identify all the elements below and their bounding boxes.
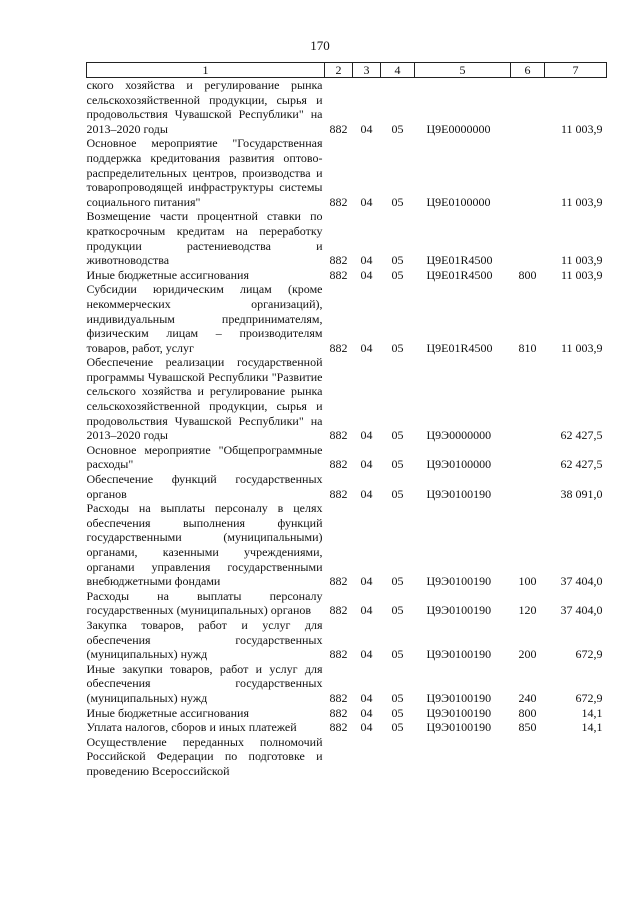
table-row xyxy=(87,589,607,618)
row-subsection-cell xyxy=(381,735,415,779)
row-section-cell: 04 xyxy=(360,457,373,472)
row-amount-cell: 62 427,5 xyxy=(560,428,603,443)
column-header-amount: 7 xyxy=(545,63,607,78)
row-target-article-cell: Ц9Э0000000 xyxy=(426,428,492,443)
row-section-cell: 04 xyxy=(360,574,373,589)
column-header-row xyxy=(87,63,607,78)
page-number: 170 xyxy=(310,38,330,53)
row-amount-cell: 11 003,9 xyxy=(560,121,603,136)
row-expense-type-cell: 100 xyxy=(518,574,537,589)
row-subsection-cell: 05 xyxy=(391,340,404,355)
row-amount-cell: 672,9 xyxy=(575,647,603,662)
row-name-cell: Основное мероприятие "Государственная поддержка кредитования развития оптово-распределительных центров, производства и товаропроводящей инфраструктуры системы социального питания" xyxy=(86,136,323,209)
row-amount-cell: 14,1 xyxy=(581,705,603,720)
table-row xyxy=(87,443,607,472)
row-expense-type-cell xyxy=(511,735,545,779)
row-admin-cell: 882 xyxy=(329,647,348,662)
row-target-article-cell: Ц9Э0100190 xyxy=(426,720,492,735)
budget-table xyxy=(86,62,607,779)
row-expense-type-cell xyxy=(511,209,545,267)
row-expense-type-cell: 800 xyxy=(518,705,537,720)
table-row xyxy=(87,618,607,662)
row-admin-cell: 882 xyxy=(329,705,348,720)
row-section-cell: 04 xyxy=(360,194,373,209)
row-admin-cell: 882 xyxy=(329,486,348,501)
row-subsection-cell: 05 xyxy=(391,486,404,501)
table-row xyxy=(87,268,607,283)
row-subsection-cell: 05 xyxy=(391,603,404,618)
row-amount-cell: 11 003,9 xyxy=(560,253,603,268)
row-amount-cell: 38 091,0 xyxy=(560,486,603,501)
row-subsection-cell: 05 xyxy=(391,267,404,282)
row-name-cell: Расходы на выплаты персоналу государственных (муниципальных) органов xyxy=(86,588,323,618)
column-header-section: 3 xyxy=(353,63,381,78)
row-admin-cell: 882 xyxy=(329,340,348,355)
row-subsection-cell: 05 xyxy=(391,647,404,662)
row-name-cell: Возмещение части процентной ставки по краткосрочным кредитам на переработку продукции растениеводства и животноводства xyxy=(86,209,323,268)
table-row xyxy=(87,501,607,589)
row-section-cell: 04 xyxy=(360,121,373,136)
row-expense-type-cell: 800 xyxy=(518,267,537,282)
row-name-cell: Обеспечение реализации государственной программы Чувашской Республики "Развитие сельского хозяйства и регулирование рынка сельскохозяйственной продукции, сырья и продовольствия Чувашской Республики" на 2013–2020 годы xyxy=(86,355,323,443)
row-target-article-cell: Ц9Э0100190 xyxy=(426,574,492,589)
table-row xyxy=(87,720,607,735)
row-expense-type-cell: 810 xyxy=(518,340,537,355)
column-header-name: 1 xyxy=(87,63,325,78)
column-header-expense-type: 6 xyxy=(511,63,545,78)
row-expense-type-cell xyxy=(511,472,545,501)
row-amount-cell: 672,9 xyxy=(575,690,603,705)
row-section-cell: 04 xyxy=(360,267,373,282)
row-amount-cell: 11 003,9 xyxy=(560,340,603,355)
row-name-cell: ского хозяйства и регулирование рынка сельскохозяйственной продукции, сырья и продовольствия Чувашской Республики" на 2013–2020 годы xyxy=(86,78,323,136)
row-subsection-cell: 05 xyxy=(391,121,404,136)
row-target-article-cell: Ц9Э0100000 xyxy=(426,457,492,472)
row-target-article-cell: Ц9Е0000000 xyxy=(426,121,491,136)
row-target-article-cell: Ц9Е01R4500 xyxy=(426,253,493,268)
row-admin-cell: 882 xyxy=(329,428,348,443)
row-subsection-cell: 05 xyxy=(391,253,404,268)
row-admin-cell: 882 xyxy=(329,457,348,472)
row-name-cell: Иные бюджетные ассигнования xyxy=(86,267,249,282)
row-expense-type-cell xyxy=(511,355,545,443)
row-section-cell: 04 xyxy=(360,720,373,735)
row-amount-cell: 11 003,9 xyxy=(560,267,603,282)
row-name-cell: Иные бюджетные ассигнования xyxy=(86,705,249,720)
row-section-cell: 04 xyxy=(360,428,373,443)
table-row xyxy=(87,355,607,443)
table-row xyxy=(87,735,607,779)
table-row xyxy=(87,136,607,209)
table-row xyxy=(87,706,607,721)
row-amount-cell: 37 404,0 xyxy=(560,603,603,618)
row-name-cell: Иные закупки товаров, работ и услуг для обеспечения государственных (муниципальных) нужд xyxy=(86,661,323,705)
row-section-cell: 04 xyxy=(360,705,373,720)
row-admin-cell: 882 xyxy=(329,121,348,136)
row-name-cell: Обеспечение функций государственных органов xyxy=(86,472,323,501)
row-amount-cell: 37 404,0 xyxy=(560,574,603,589)
row-target-article-cell: Ц9Э0100190 xyxy=(426,647,492,662)
row-name-cell: Уплата налогов, сборов и иных платежей xyxy=(86,720,297,735)
row-subsection-cell: 05 xyxy=(391,574,404,589)
row-admin-cell xyxy=(325,735,353,779)
row-target-article-cell: Ц9Е0100000 xyxy=(426,194,491,209)
row-expense-type-cell: 120 xyxy=(518,603,537,618)
row-target-article-cell: Ц9Е01R4500 xyxy=(426,267,493,282)
row-name-cell: Осуществление переданных полномочий Российской Федерации по подготовке и проведению Всероссийской xyxy=(86,734,323,778)
row-subsection-cell: 05 xyxy=(391,690,404,705)
row-section-cell: 04 xyxy=(360,603,373,618)
row-expense-type-cell: 850 xyxy=(518,720,537,735)
table-row xyxy=(87,209,607,267)
row-section-cell: 04 xyxy=(360,647,373,662)
row-subsection-cell: 05 xyxy=(391,457,404,472)
row-name-cell: Субсидии юридическим лицам (кроме некоммерческих организаций), индивидуальным предпринимателям, физическим лицам – производителям товаров, работ, услуг xyxy=(86,282,323,355)
row-target-article-cell xyxy=(415,735,511,779)
row-target-article-cell: Ц9Э0100190 xyxy=(426,690,492,705)
row-admin-cell: 882 xyxy=(329,603,348,618)
row-name-cell: Закупка товаров, работ и услуг для обеспечения государственных (муниципальных) нужд xyxy=(86,617,323,662)
row-admin-cell: 882 xyxy=(329,720,348,735)
row-target-article-cell: Ц9Э0100190 xyxy=(426,705,492,720)
table-row xyxy=(87,472,607,501)
table-row xyxy=(87,282,607,355)
row-section-cell: 04 xyxy=(360,486,373,501)
row-expense-type-cell xyxy=(511,136,545,209)
row-expense-type-cell xyxy=(511,443,545,472)
row-expense-type-cell: 240 xyxy=(518,690,537,705)
row-subsection-cell: 05 xyxy=(391,428,404,443)
row-subsection-cell: 05 xyxy=(391,194,404,209)
column-header-subsection: 4 xyxy=(381,63,415,78)
table-row xyxy=(87,78,607,137)
row-section-cell: 04 xyxy=(360,690,373,705)
row-expense-type-cell: 200 xyxy=(518,647,537,662)
row-expense-type-cell xyxy=(511,78,545,137)
row-target-article-cell: Ц9Э0100190 xyxy=(426,486,492,501)
row-amount-cell: 11 003,9 xyxy=(560,194,603,209)
row-admin-cell: 882 xyxy=(329,690,348,705)
row-admin-cell: 882 xyxy=(329,194,348,209)
column-header-target-article: 5 xyxy=(415,63,511,78)
row-subsection-cell: 05 xyxy=(391,705,404,720)
column-header-admin: 2 xyxy=(325,63,353,78)
row-amount-cell: 14,1 xyxy=(581,720,603,735)
row-name-cell: Основное мероприятие "Общепрограммные расходы" xyxy=(86,442,323,472)
table-body xyxy=(87,78,607,779)
row-section-cell xyxy=(353,735,381,779)
row-section-cell: 04 xyxy=(360,253,373,268)
row-target-article-cell: Ц9Е01R4500 xyxy=(426,340,493,355)
row-admin-cell: 882 xyxy=(329,267,348,282)
table-row xyxy=(87,662,607,706)
row-amount-cell xyxy=(545,735,607,779)
row-subsection-cell: 05 xyxy=(391,720,404,735)
row-admin-cell: 882 xyxy=(329,574,348,589)
row-admin-cell: 882 xyxy=(329,253,348,268)
row-name-cell: Расходы на выплаты персоналу в целях обеспечения выполнения функций государственными (муниципальными) органами, казенными учреждениями, органами управления государственными внебюджетными фондами xyxy=(86,501,323,589)
row-section-cell: 04 xyxy=(360,340,373,355)
row-amount-cell: 62 427,5 xyxy=(560,457,603,472)
row-target-article-cell: Ц9Э0100190 xyxy=(426,603,492,618)
